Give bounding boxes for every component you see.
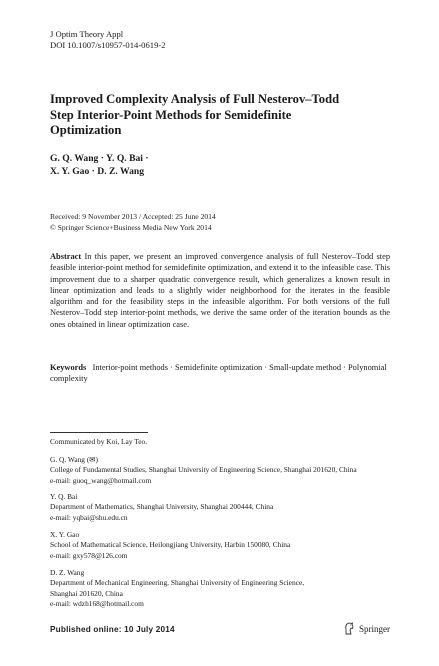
affiliation-name: D. Z. Wang [50,568,85,577]
affiliation-1 [50,455,420,486]
copyright: © Springer Science+Business Media New York 2014 [50,222,212,232]
title-line-1: Improved Complexity Analysis of Full Nesterov–Todd [50,92,340,106]
affiliation-dept: Department of Mechanical Engineering, Shanghai University of Engineering Science, [50,578,305,588]
title-line-2: Step Interior-Point Methods for Semidefinite [50,107,292,122]
paper-title [50,92,390,139]
abstract [50,251,390,330]
affiliation-name: X. Y. Gao [50,530,80,539]
affiliation-name: Y. Q. Bai [50,492,78,501]
affiliation-4 [50,568,420,609]
title-line-3: Optimization [50,123,122,137]
springer-horse-icon [343,622,355,635]
publisher-mark [343,622,390,635]
affiliation-dept: School of Mathematical Science, Heilongjiang University, Harbin 150080, China [50,540,291,550]
affiliation-name: G. Q. Wang (✉) [50,455,98,464]
affiliation-dept: Department of Mathematics, Shanghai University, Shanghai 200444, China [50,502,274,512]
affiliation-dept-2: Shanghai 201620, China [50,588,123,598]
authors-line-1: G. Q. Wang · Y. Q. Bai · [50,153,149,164]
keywords [50,362,390,385]
published-online: Published online: 10 July 2014 [50,625,175,634]
abstract-label: Abstract [50,252,82,261]
journal-header [50,29,166,51]
communicated-by: Communicated by Koi, Lay Teo. [50,437,148,446]
journal-name: J Optim Theory Appl [50,29,124,39]
journal-doi[interactable]: DOI 10.1007/s10957-014-0619-2 [50,40,166,50]
affiliation-email[interactable]: e-mail: guoq_wang@hotmail.com [50,475,152,485]
article-dates [50,212,420,233]
affiliation-dept: College of Fundamental Studies, Shanghai University of Engineering Science, Shanghai 201620, China [50,465,357,475]
authors-line-2: X. Y. Gao · D. Z. Wang [50,166,145,177]
affiliation-email[interactable]: e-mail: wdzh168@hotmail.com [50,598,144,608]
affiliation-3 [50,530,420,561]
publisher-name: Springer [359,623,390,634]
footnote-divider [50,432,148,433]
keywords-text: Interior-point methods · Semidefinite optimization · Small-update method · Polynomial complexity [50,363,387,384]
affiliation-2 [50,492,420,523]
affiliation-email[interactable]: e-mail: yqbai@shu.edu.cn [50,512,128,522]
affiliation-email[interactable]: e-mail: gxy578@126.com [50,550,128,560]
author-list [50,152,390,178]
keywords-label: Keywords [50,363,87,372]
received-accepted: Received: 9 November 2013 / Accepted: 25 June 2014 [50,212,216,221]
abstract-text: In this paper, we present an improved convergence analysis of full Nesterov–Todd step feasible interior-point method for semidefinite optimization, and extend it to the infeasible case. This improvement due to a sharper quadratic convergence result, which generalizes a known result in linear optimization and leads to a slightly wider neighborhood for the iterates in the feasible algorithm and for the feasibility steps in the infeasible algorithm. For both versions of the full Nesterov–Todd step interior-point methods, we derive the same order of the iteration bounds as the ones obtained in linear optimization case. [50,252,391,329]
